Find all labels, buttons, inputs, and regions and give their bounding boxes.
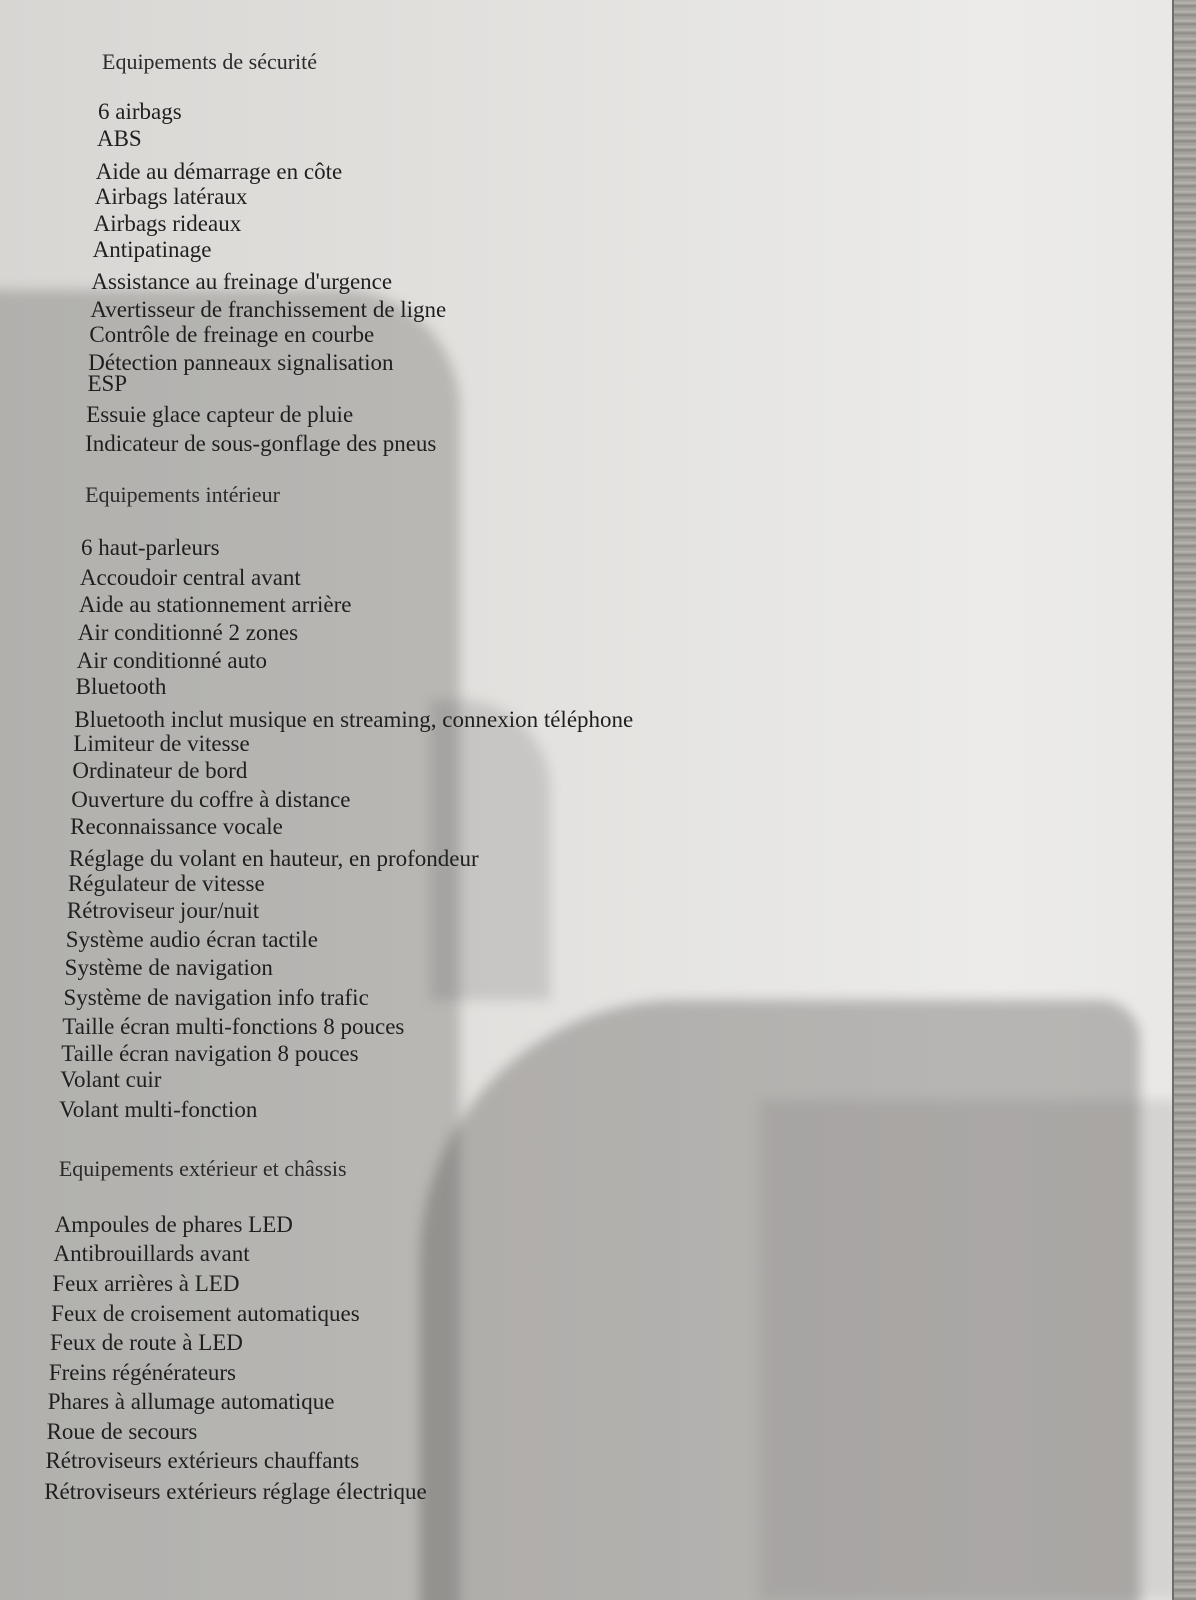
list-item: Feux de croisement automatiques [51, 1301, 360, 1326]
list-item: Système audio écran tactile [65, 927, 319, 952]
section-heading: Equipements de sécurité [102, 49, 318, 74]
list-item: Ouverture du coffre à distance [71, 787, 351, 812]
list-item: Reconnaissance vocale [70, 814, 283, 839]
list-item: Essuie glace capteur de pluie [86, 402, 354, 427]
list-item: Taille écran navigation 8 pouces [61, 1041, 359, 1066]
list-item: 6 haut-parleurs [81, 535, 220, 560]
list-item: Limiteur de vitesse [73, 731, 250, 756]
list-item: Roue de secours [46, 1419, 198, 1444]
list-item: Taille écran multi-fonctions 8 pouces [62, 1014, 405, 1039]
list-item: Système de navigation [64, 955, 273, 980]
list-item: Airbags latéraux [94, 184, 248, 209]
list-item: ESP [87, 371, 128, 396]
list-item: Antibrouillards avant [53, 1241, 250, 1266]
list-item: Bluetooth [75, 674, 167, 699]
list-item: Air conditionné 2 zones [77, 620, 299, 645]
list-item: Air conditionné auto [76, 648, 267, 673]
list-item: Détection panneaux signalisation [88, 350, 394, 375]
list-item: Volant cuir [60, 1067, 162, 1092]
list-item: Contrôle de freinage en courbe [89, 322, 375, 347]
list-item: Rétroviseurs extérieurs réglage électrique [44, 1479, 427, 1504]
list-item: 6 airbags [98, 99, 182, 124]
list-item: Réglage du volant en hauteur, en profondeur [68, 846, 479, 871]
list-item: Bluetooth inclut musique en streaming, connexion téléphone [74, 707, 634, 732]
list-item: Assistance au freinage d'urgence [91, 269, 393, 294]
list-item: Régulateur de vitesse [67, 871, 265, 896]
section-heading: Equipements extérieur et châssis [58, 1156, 347, 1181]
list-item: Indicateur de sous-gonflage des pneus [85, 431, 437, 456]
list-item: Volant multi-fonction [59, 1097, 258, 1122]
list-item: Rétroviseur jour/nuit [66, 898, 260, 923]
list-item: Avertisseur de franchissement de ligne [90, 297, 447, 322]
list-item: Aide au démarrage en côte [95, 159, 343, 184]
book-edge [1174, 0, 1196, 1600]
list-item: Système de navigation info trafic [63, 985, 369, 1010]
list-item: Aide au stationnement arrière [78, 592, 352, 617]
section-heading: Equipements intérieur [85, 482, 280, 507]
list-item: Feux de route à LED [50, 1330, 243, 1355]
list-item: Rétroviseurs extérieurs chauffants [45, 1448, 360, 1473]
list-item: Airbags rideaux [93, 211, 242, 236]
list-item: Antipatinage [92, 237, 212, 262]
list-item: Freins régénérateurs [48, 1360, 236, 1385]
list-item: Phares à allumage automatique [47, 1389, 335, 1414]
list-item: Accoudoir central avant [79, 565, 301, 590]
list-item: Ampoules de phares LED [54, 1212, 293, 1237]
list-item: ABS [96, 126, 142, 151]
list-item: Feux arrières à LED [52, 1271, 240, 1296]
list-item: Ordinateur de bord [72, 758, 248, 783]
